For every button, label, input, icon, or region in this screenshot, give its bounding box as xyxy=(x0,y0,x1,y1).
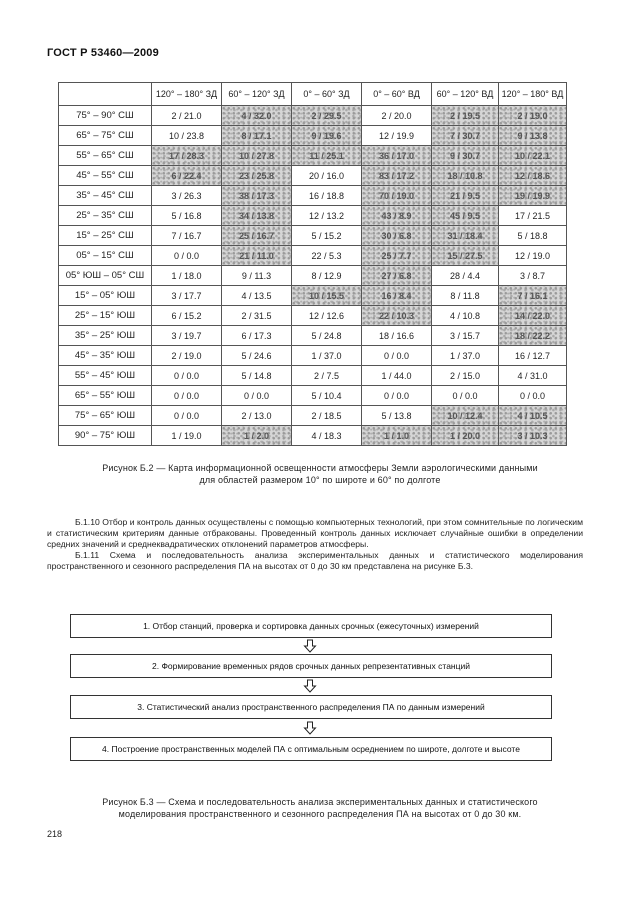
table-row xyxy=(59,426,567,446)
highlighted-cell: 8 / 17.1 xyxy=(222,126,292,146)
table-cell: 4 / 31.0 xyxy=(499,366,567,386)
table-header-row xyxy=(59,83,567,106)
table-cell: 0 / 0.0 xyxy=(152,406,222,426)
highlighted-cell: 21 / 9.5 xyxy=(432,186,499,206)
table-cell: 5 / 10.4 xyxy=(292,386,362,406)
highlighted-cell: 9 / 13.8 xyxy=(499,126,567,146)
highlighted-cell: 4 / 32.0 xyxy=(222,106,292,126)
caption-line: Рисунок Б.3 — Схема и последовательность анализа экспериментальных данных и статистического xyxy=(102,797,538,807)
table-row xyxy=(59,346,567,366)
down-arrow-icon xyxy=(303,721,317,735)
column-header: 60° – 120° ЗД xyxy=(222,83,292,106)
highlighted-cell: 2 / 29.5 xyxy=(292,106,362,126)
latitude-label: 25° – 15° ЮШ xyxy=(59,306,152,326)
flow-step-4: 4. Построение пространственных моделей ПА с оптимальным осреднением по широте, долготе и высоте xyxy=(70,737,552,761)
coverage-table xyxy=(58,82,567,446)
latitude-label: 55° – 65° СШ xyxy=(59,146,152,166)
table-cell: 6 / 15.2 xyxy=(152,306,222,326)
latitude-label: 05° ЮШ – 05° СШ xyxy=(59,266,152,286)
highlighted-cell: 9 / 30.7 xyxy=(432,146,499,166)
highlighted-cell: 43 / 8.9 xyxy=(362,206,432,226)
highlighted-cell: 7 / 16.1 xyxy=(499,286,567,306)
table-row xyxy=(59,286,567,306)
table-cell: 10 / 23.8 xyxy=(152,126,222,146)
page-number: 218 xyxy=(47,829,63,839)
highlighted-cell: 1 / 1.0 xyxy=(362,426,432,446)
caption-line: Рисунок Б.2 — Карта информационной освещенности атмосферы Земли аэрологическими данными xyxy=(102,463,538,473)
table-cell: 12 / 12.6 xyxy=(292,306,362,326)
table-row xyxy=(59,306,567,326)
body-text xyxy=(47,517,583,572)
table-cell: 5 / 15.2 xyxy=(292,226,362,246)
down-arrow-icon xyxy=(303,639,317,653)
table-cell: 5 / 16.8 xyxy=(152,206,222,226)
table-cell: 16 / 12.7 xyxy=(499,346,567,366)
flow-step-3: 3. Статистический анализ пространственного распределения ПА по данным измерений xyxy=(70,695,552,719)
table-cell: 2 / 31.5 xyxy=(222,306,292,326)
table-cell: 1 / 37.0 xyxy=(292,346,362,366)
column-header: 60° – 120° ВД xyxy=(432,83,499,106)
table-row xyxy=(59,246,567,266)
highlighted-cell: 14 / 22.0 xyxy=(499,306,567,326)
flow-step-1: 1. Отбор станций, проверка и сортировка данных срочных (ежесуточных) измерений xyxy=(70,614,552,638)
highlighted-cell: 23 / 25.8 xyxy=(222,166,292,186)
latitude-label: 35° – 45° СШ xyxy=(59,186,152,206)
table-cell: 2 / 20.0 xyxy=(362,106,432,126)
highlighted-cell: 21 / 11.0 xyxy=(222,246,292,266)
highlighted-cell: 7 / 30.7 xyxy=(432,126,499,146)
highlighted-cell: 2 / 19.0 xyxy=(499,106,567,126)
table-cell: 0 / 0.0 xyxy=(432,386,499,406)
highlighted-cell: 10 / 15.5 xyxy=(292,286,362,306)
table-cell: 7 / 16.7 xyxy=(152,226,222,246)
figure-b2-caption xyxy=(40,462,600,486)
table-cell: 0 / 0.0 xyxy=(222,386,292,406)
table-cell: 2 / 18.5 xyxy=(292,406,362,426)
table-cell: 4 / 13.5 xyxy=(222,286,292,306)
latitude-label: 90° – 75° ЮШ xyxy=(59,426,152,446)
highlighted-cell: 38 / 17.3 xyxy=(222,186,292,206)
table-cell: 5 / 24.6 xyxy=(222,346,292,366)
highlighted-cell: 15 / 27.5 xyxy=(432,246,499,266)
table-row xyxy=(59,206,567,226)
table-cell: 0 / 0.0 xyxy=(362,386,432,406)
figure-b3-caption xyxy=(40,796,600,820)
column-header: 0° – 60° ВД xyxy=(362,83,432,106)
highlighted-cell: 9 / 19.6 xyxy=(292,126,362,146)
table-cell: 16 / 18.8 xyxy=(292,186,362,206)
table-row xyxy=(59,266,567,286)
table-cell: 2 / 15.0 xyxy=(432,366,499,386)
latitude-label: 35° – 25° ЮШ xyxy=(59,326,152,346)
column-header: 120° – 180° ВД xyxy=(499,83,567,106)
latitude-label: 75° – 90° СШ xyxy=(59,106,152,126)
highlighted-cell: 1 / 2.0 xyxy=(222,426,292,446)
down-arrow-icon xyxy=(303,679,317,693)
table-cell: 0 / 0.0 xyxy=(152,366,222,386)
highlighted-cell: 16 / 8.4 xyxy=(362,286,432,306)
table-row xyxy=(59,366,567,386)
table-cell: 4 / 18.3 xyxy=(292,426,362,446)
table-cell: 2 / 13.0 xyxy=(222,406,292,426)
latitude-label: 65° – 75° СШ xyxy=(59,126,152,146)
highlighted-cell: 3 / 10.3 xyxy=(499,426,567,446)
table-row xyxy=(59,386,567,406)
table-cell: 17 / 21.5 xyxy=(499,206,567,226)
highlighted-cell: 25 / 16.7 xyxy=(222,226,292,246)
latitude-label: 05° – 15° СШ xyxy=(59,246,152,266)
highlighted-cell: 4 / 10.5 xyxy=(499,406,567,426)
table-row xyxy=(59,226,567,246)
table-cell: 2 / 7.5 xyxy=(292,366,362,386)
highlighted-cell: 17 / 28.3 xyxy=(152,146,222,166)
table-cell: 3 / 15.7 xyxy=(432,326,499,346)
latitude-label: 45° – 35° ЮШ xyxy=(59,346,152,366)
table-cell: 8 / 11.8 xyxy=(432,286,499,306)
table-cell: 5 / 13.8 xyxy=(362,406,432,426)
highlighted-cell: 25 / 7.7 xyxy=(362,246,432,266)
corner-cell xyxy=(59,83,152,106)
flow-step-2: 2. Формирование временных рядов срочных данных репрезентативных станций xyxy=(70,654,552,678)
caption-line: для областей размером 10° по широте и 60° по долготе xyxy=(199,475,441,485)
latitude-label: 15° – 05° ЮШ xyxy=(59,286,152,306)
table-cell: 9 / 11.3 xyxy=(222,266,292,286)
table-cell: 2 / 21.0 xyxy=(152,106,222,126)
latitude-label: 15° – 25° СШ xyxy=(59,226,152,246)
table-row xyxy=(59,126,567,146)
table-cell: 3 / 19.7 xyxy=(152,326,222,346)
highlighted-cell: 18 / 22.2 xyxy=(499,326,567,346)
highlighted-cell: 34 / 13.8 xyxy=(222,206,292,226)
highlighted-cell: 10 / 27.8 xyxy=(222,146,292,166)
latitude-label: 55° – 45° ЮШ xyxy=(59,366,152,386)
table-cell: 1 / 44.0 xyxy=(362,366,432,386)
highlighted-cell: 30 / 6.8 xyxy=(362,226,432,246)
table-cell: 3 / 8.7 xyxy=(499,266,567,286)
paragraph: Б.1.11 Схема и последовательность анализа экспериментальных данных и статистического моделирования пространственного и сезонного распределения ПА на высотах от 0 до 30 км представлена на рисунке Б.3. xyxy=(47,550,583,571)
table-row xyxy=(59,146,567,166)
table-cell: 0 / 0.0 xyxy=(362,346,432,366)
table-cell: 18 / 16.6 xyxy=(362,326,432,346)
latitude-label: 45° – 55° СШ xyxy=(59,166,152,186)
table-row xyxy=(59,186,567,206)
highlighted-cell: 12 / 18.6 xyxy=(499,166,567,186)
table-cell: 0 / 0.0 xyxy=(152,246,222,266)
highlighted-cell: 36 / 17.0 xyxy=(362,146,432,166)
table-row xyxy=(59,106,567,126)
table-cell: 12 / 19.0 xyxy=(499,246,567,266)
highlighted-cell: 10 / 22.1 xyxy=(499,146,567,166)
table-cell: 28 / 4.4 xyxy=(432,266,499,286)
highlighted-cell: 10 / 12.4 xyxy=(432,406,499,426)
table-row xyxy=(59,326,567,346)
column-header: 120° – 180° ЗД xyxy=(152,83,222,106)
highlighted-cell: 6 / 22.4 xyxy=(152,166,222,186)
table-cell: 3 / 26.3 xyxy=(152,186,222,206)
highlighted-cell: 70 / 19.0 xyxy=(362,186,432,206)
highlighted-cell: 11 / 25.1 xyxy=(292,146,362,166)
table-cell: 12 / 19.9 xyxy=(362,126,432,146)
highlighted-cell: 1 / 20.0 xyxy=(432,426,499,446)
paragraph: Б.1.10 Отбор и контроль данных осуществлены с помощью компьютерных технологий, при этом сомнительные по логическим и статистическим критериям данные отбракованы. Проведенный контроль данных исключает случайные ошибки в определении средних значений и среднеквадратических отклонений параметров атмосферы. xyxy=(47,517,583,549)
highlighted-cell: 2 / 19.5 xyxy=(432,106,499,126)
highlighted-cell: 18 / 10.8 xyxy=(432,166,499,186)
latitude-label: 75° – 65° ЮШ xyxy=(59,406,152,426)
table-cell: 2 / 19.0 xyxy=(152,346,222,366)
table-row xyxy=(59,166,567,186)
table-row xyxy=(59,406,567,426)
table-cell: 20 / 16.0 xyxy=(292,166,362,186)
table-cell: 5 / 24.8 xyxy=(292,326,362,346)
table-cell: 4 / 10.8 xyxy=(432,306,499,326)
column-header: 0° – 60° ЗД xyxy=(292,83,362,106)
table-cell: 1 / 19.0 xyxy=(152,426,222,446)
table-body xyxy=(59,106,567,446)
table-cell: 8 / 12.9 xyxy=(292,266,362,286)
standard-header: ГОСТ Р 53460—2009 xyxy=(47,47,159,59)
highlighted-cell: 22 / 10.3 xyxy=(362,306,432,326)
table-cell: 1 / 37.0 xyxy=(432,346,499,366)
table-cell: 3 / 17.7 xyxy=(152,286,222,306)
highlighted-cell: 31 / 18.4 xyxy=(432,226,499,246)
highlighted-cell: 83 / 17.2 xyxy=(362,166,432,186)
highlighted-cell: 27 / 6.8 xyxy=(362,266,432,286)
table-cell: 6 / 17.3 xyxy=(222,326,292,346)
table-cell: 12 / 13.2 xyxy=(292,206,362,226)
table-cell: 5 / 18.8 xyxy=(499,226,567,246)
highlighted-cell: 45 / 9.5 xyxy=(432,206,499,226)
table-cell: 0 / 0.0 xyxy=(152,386,222,406)
caption-line: моделирования пространственного и сезонного распределения ПА на высотах от 0 до 30 км. xyxy=(118,809,522,819)
highlighted-cell: 19 / 19.9 xyxy=(499,186,567,206)
table-cell: 5 / 14.8 xyxy=(222,366,292,386)
latitude-label: 25° – 35° СШ xyxy=(59,206,152,226)
latitude-label: 65° – 55° ЮШ xyxy=(59,386,152,406)
table-cell: 22 / 5.3 xyxy=(292,246,362,266)
table-cell: 0 / 0.0 xyxy=(499,386,567,406)
table-cell: 1 / 18.0 xyxy=(152,266,222,286)
